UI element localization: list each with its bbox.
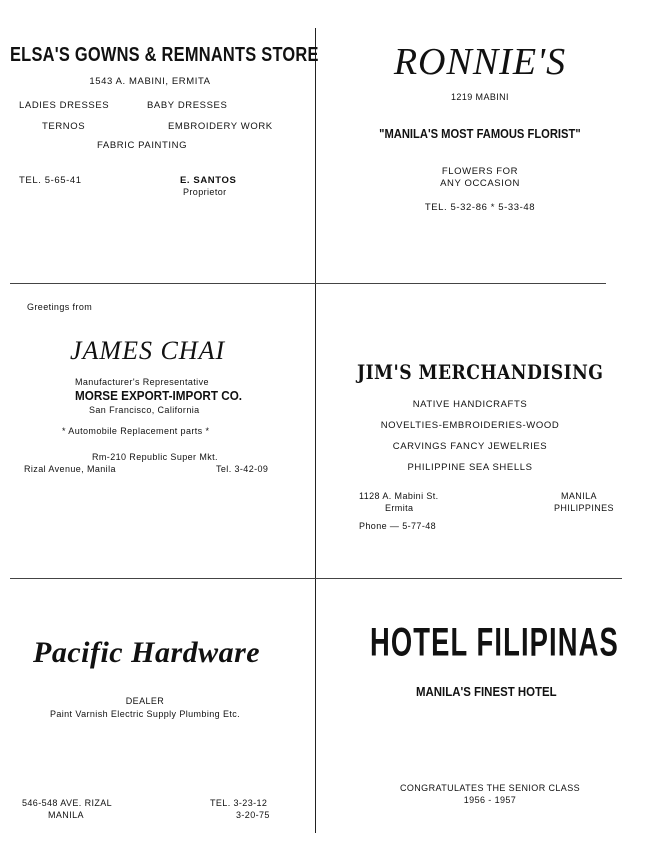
- hotel-slogan: MANILA'S FINEST HOTEL: [416, 684, 557, 699]
- pacific-role: DEALER: [125, 696, 165, 706]
- james-title: JAMES CHAI: [70, 336, 226, 365]
- jims-city2: PHILIPPINES: [554, 503, 614, 513]
- horizontal-divider-top: [10, 283, 606, 284]
- james-room: Rm-210 Republic Super Mkt.: [92, 452, 218, 462]
- ronnie-title: RONNIE'S: [393, 41, 567, 83]
- ronnie-slogan: "MANILA'S MOST FAMOUS FLORIST": [379, 126, 581, 141]
- ronnie-tel: TEL. 5-32-86 * 5-33-48: [424, 202, 536, 213]
- pacific-tel2: 3-20-75: [236, 810, 270, 820]
- pacific-address1: 546-548 AVE. RIZAL: [22, 798, 113, 808]
- pacific-address2: MANILA: [48, 810, 84, 820]
- james-parts: * Automobile Replacement parts *: [62, 426, 210, 436]
- hotel-years: 1956 - 1957: [463, 795, 517, 805]
- pacific-tel1: TEL. 3-23-12: [210, 798, 268, 808]
- jims-line1: NATIVE HANDICRAFTS: [412, 399, 528, 410]
- jims-address1: 1128 A. Mabini St.: [359, 491, 439, 501]
- james-tel: Tel. 3-42-09: [216, 464, 269, 474]
- ronnie-address: 1219 MABINI: [451, 92, 509, 102]
- hotel-congrats: CONGRATULATES THE SENIOR CLASS: [399, 783, 581, 793]
- jims-city1: MANILA: [561, 491, 597, 501]
- hotel-title: HOTEL FILIPINAS: [370, 620, 619, 665]
- elsa-item-baby-dresses: BABY DRESSES: [147, 100, 228, 111]
- pacific-title: Pacific Hardware: [33, 636, 261, 669]
- vertical-divider: [315, 28, 316, 833]
- james-greeting: Greetings from: [27, 302, 93, 312]
- jims-title: JIM'S MERCHANDISING: [357, 360, 604, 384]
- elsa-owner-role: Proprietor: [183, 187, 227, 197]
- elsa-item-fabric-painting: FABRIC PAINTING: [97, 140, 188, 151]
- elsa-tel: TEL. 5-65-41: [19, 175, 82, 186]
- james-role: Manufacturer's Representative: [75, 377, 209, 387]
- elsa-owner: E. SANTOS: [180, 175, 237, 186]
- ronnie-line2: ANY OCCASION: [440, 178, 520, 189]
- ronnie-line1: FLOWERS FOR: [441, 166, 519, 177]
- jims-line4: PHILIPPINE SEA SHELLS: [407, 462, 533, 473]
- james-street: Rizal Avenue, Manila: [24, 464, 116, 474]
- jims-address2: Ermita: [385, 503, 414, 513]
- james-city: San Francisco, California: [89, 405, 200, 415]
- pacific-products: Paint Varnish Electric Supply Plumbing Etc.: [49, 709, 241, 719]
- elsa-title: ELSA'S GOWNS & REMNANTS STORE: [10, 44, 319, 66]
- jims-line3: CARVINGS FANCY JEWELRIES: [392, 441, 548, 452]
- elsa-address: 1543 A. MABINI, ERMITA: [89, 76, 211, 87]
- jims-phone: Phone — 5-77-48: [359, 521, 437, 531]
- jims-line2: NOVELTIES-EMBROIDERIES-WOOD: [380, 420, 560, 431]
- horizontal-divider-bottom: [10, 578, 622, 579]
- james-company: MORSE EXPORT-IMPORT CO.: [75, 388, 243, 403]
- elsa-item-embroidery-work: EMBROIDERY WORK: [168, 121, 273, 132]
- elsa-item-ternos: TERNOS: [42, 121, 86, 132]
- elsa-item-ladies-dresses: LADIES DRESSES: [19, 100, 110, 111]
